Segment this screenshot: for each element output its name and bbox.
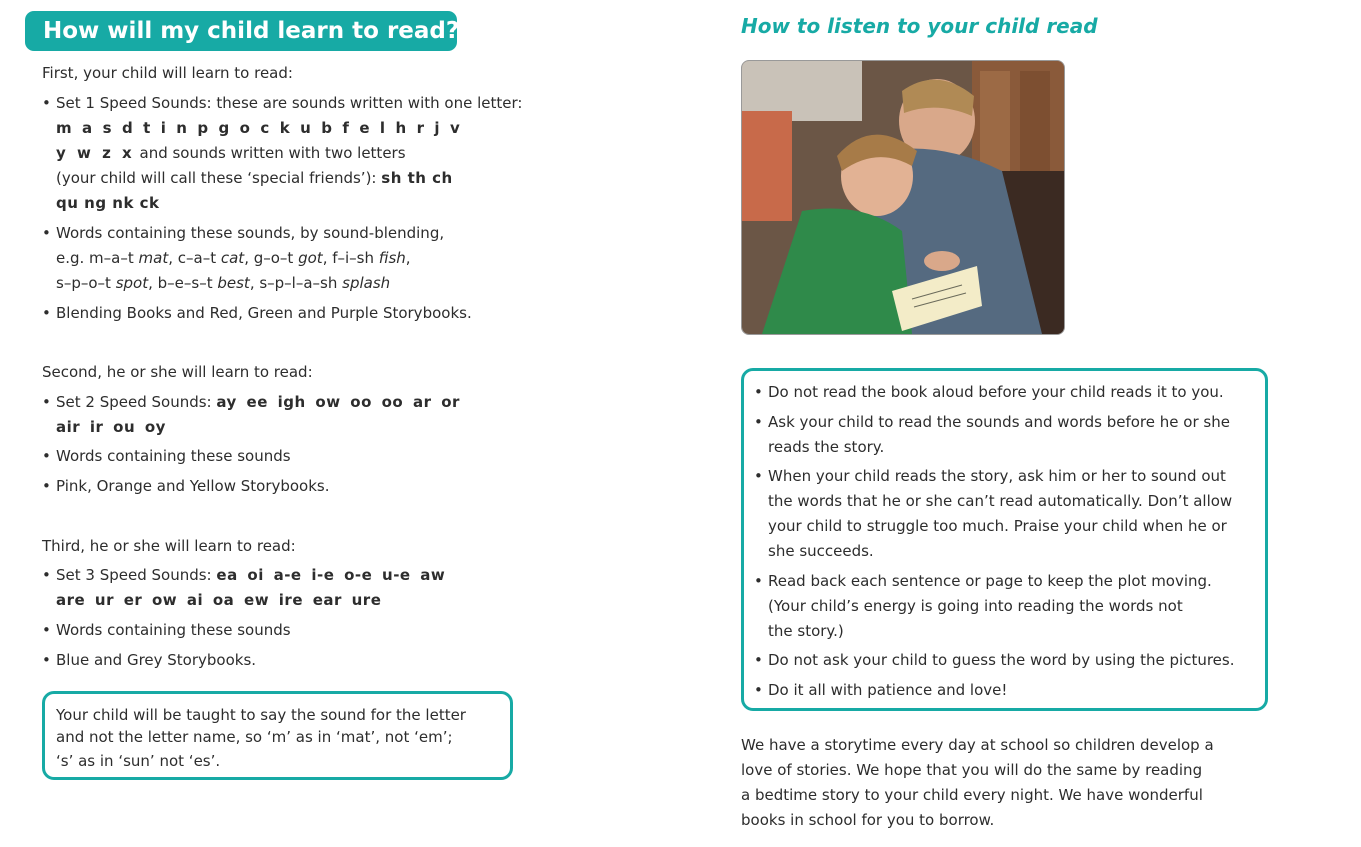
second-words: Words containing these sounds [56, 447, 291, 465]
eg-word: mat [138, 249, 169, 267]
list-item [42, 444, 291, 469]
special-friends-2: qu ng nk ck [56, 194, 160, 212]
second-intro: Second, he or she will learn to read: [42, 363, 313, 381]
parent-child-reading-illustration [742, 61, 1064, 334]
eg-sounds: , [405, 249, 411, 267]
tip-line [768, 539, 874, 564]
set3-sounds-2: are ur er ow ai oa ew ire ear ure [56, 591, 382, 609]
tip-text: Read back each sentence or page to keep the plot moving. [768, 571, 1212, 590]
closing-line: a bedtime story to your child every night. We have wonderful [741, 786, 1203, 804]
tip-line [754, 648, 1235, 673]
tip-text: When your child reads the story, ask him or her to sound out [768, 467, 1226, 485]
set1-text2: and sounds written with two letters [139, 144, 406, 162]
bullet-icon: • [42, 651, 51, 669]
list-item [42, 618, 291, 643]
eg-word: cat [220, 249, 245, 267]
tip-text: she succeeds. [768, 542, 874, 560]
closing-line: love of stories. We hope that you will do the same by reading [741, 761, 1203, 779]
eg-sounds: e.g. m–a–t [56, 249, 134, 267]
tip-line [754, 569, 1212, 594]
list-item [42, 301, 472, 326]
bullet-icon: • [42, 621, 51, 639]
first-intro: First, your child will learn to read: [42, 64, 293, 82]
eg-sounds: s–p–o–t [56, 274, 111, 292]
bullet-icon: • [42, 566, 51, 584]
example-line-2 [56, 271, 390, 296]
list-item [42, 390, 460, 415]
set1-letters-line1: m a s d t i n p g o c k u b f e l h r j v [56, 119, 463, 137]
bullet-icon: • [754, 680, 763, 699]
special-friends-line [56, 166, 453, 191]
closing-line: books in school for you to borrow. [741, 811, 995, 829]
note-box [42, 691, 513, 780]
eg-word: got [298, 249, 323, 267]
set2-sounds-1: ay ee igh ow oo oo ar or [216, 393, 460, 411]
second-books: Pink, Orange and Yellow Storybooks. [56, 477, 330, 495]
third-words: Words containing these sounds [56, 621, 291, 639]
eg-sounds: , c–a–t [168, 249, 217, 267]
eg-sounds: , g–o–t [244, 249, 294, 267]
note-line-2: and not the letter name, so ‘m’ as in ‘mat’, not ‘em’; [56, 728, 453, 746]
bullet-icon: • [42, 224, 51, 242]
list-item [42, 221, 445, 246]
set1-letters-line2: y w z x [56, 144, 135, 162]
tips-box [741, 368, 1268, 711]
tip-text: Ask your child to read the sounds and words before he or she [768, 412, 1230, 431]
note-line-3: ‘s’ as in ‘sun’ not ‘es’. [56, 752, 221, 770]
section-title: How will my child learn to read? [25, 11, 457, 51]
tip-line [754, 380, 1224, 405]
bullet-icon: • [754, 651, 763, 669]
right-title: How to listen to your child read [741, 14, 1098, 38]
tip-line [768, 489, 1232, 514]
tip-text: your child to struggle too much. Praise your child when he or [768, 517, 1227, 535]
eg-sounds: , f–i–sh [322, 249, 374, 267]
tip-line [754, 464, 1226, 489]
list-item [42, 474, 330, 499]
bullet-icon: • [754, 383, 763, 401]
third-books: Blue and Grey Storybooks. [56, 651, 257, 669]
list-item [42, 648, 257, 673]
tip-text: Do it all with patience and love! [768, 680, 1008, 699]
bullet-icon: • [42, 393, 51, 411]
bullet-icon: • [42, 304, 51, 322]
set1-line2 [56, 141, 406, 166]
first-books: Blending Books and Red, Green and Purple Storybooks. [56, 304, 472, 322]
tip-text: (Your child’s energy is going into reading the words not [768, 596, 1183, 615]
tip-line [768, 594, 1183, 619]
eg-word: spot [115, 274, 149, 292]
eg-sounds: , b–e–s–t [148, 274, 213, 292]
closing-line: We have a storytime every day at school so children develop a [741, 736, 1214, 754]
bullet-icon: • [754, 412, 763, 431]
tip-text: the story.) [768, 621, 844, 640]
special-friends-text: (your child will call these ‘special friends’): [56, 169, 377, 187]
eg-sounds: , s–p–l–a–sh [249, 274, 338, 292]
tip-text: reads the story. [768, 437, 885, 456]
list-item [42, 563, 446, 588]
bullet-icon: • [42, 477, 51, 495]
bullet-icon: • [754, 571, 763, 590]
set2-sounds-2: air ir ou oy [56, 418, 166, 436]
bullet-icon: • [42, 94, 51, 112]
tip-line [754, 410, 1230, 435]
eg-word: splash [342, 274, 391, 292]
eg-word: best [217, 274, 250, 292]
special-friends-1: sh th ch [381, 169, 453, 187]
tip-text: Do not ask your child to guess the word by using the pictures. [768, 651, 1235, 669]
example-line-1 [56, 246, 411, 271]
set3-sounds-1: ea oi a-e i-e o-e u-e aw [216, 566, 446, 584]
third-intro: Third, he or she will learn to read: [42, 537, 296, 555]
tip-text: the words that he or she can’t read automatically. Don’t allow [768, 492, 1233, 510]
tip-text: Do not read the book aloud before your child reads it to you. [768, 383, 1224, 401]
tip-line [754, 678, 1008, 703]
set2-text: Set 2 Speed Sounds: [56, 393, 212, 411]
bullet-icon: • [42, 447, 51, 465]
tip-line [768, 435, 884, 460]
bullet-icon: • [754, 467, 763, 485]
note-line-1: Your child will be taught to say the sound for the letter [56, 706, 466, 724]
reading-photo [741, 60, 1065, 335]
tip-line [768, 619, 844, 644]
words-text: Words containing these sounds, by sound-blending, [56, 224, 445, 242]
eg-word: fish [378, 249, 406, 267]
set1-text: Set 1 Speed Sounds: these are sounds written with one letter: [56, 94, 523, 112]
list-item [42, 91, 523, 116]
set3-text: Set 3 Speed Sounds: [56, 566, 212, 584]
tip-line [768, 514, 1227, 539]
